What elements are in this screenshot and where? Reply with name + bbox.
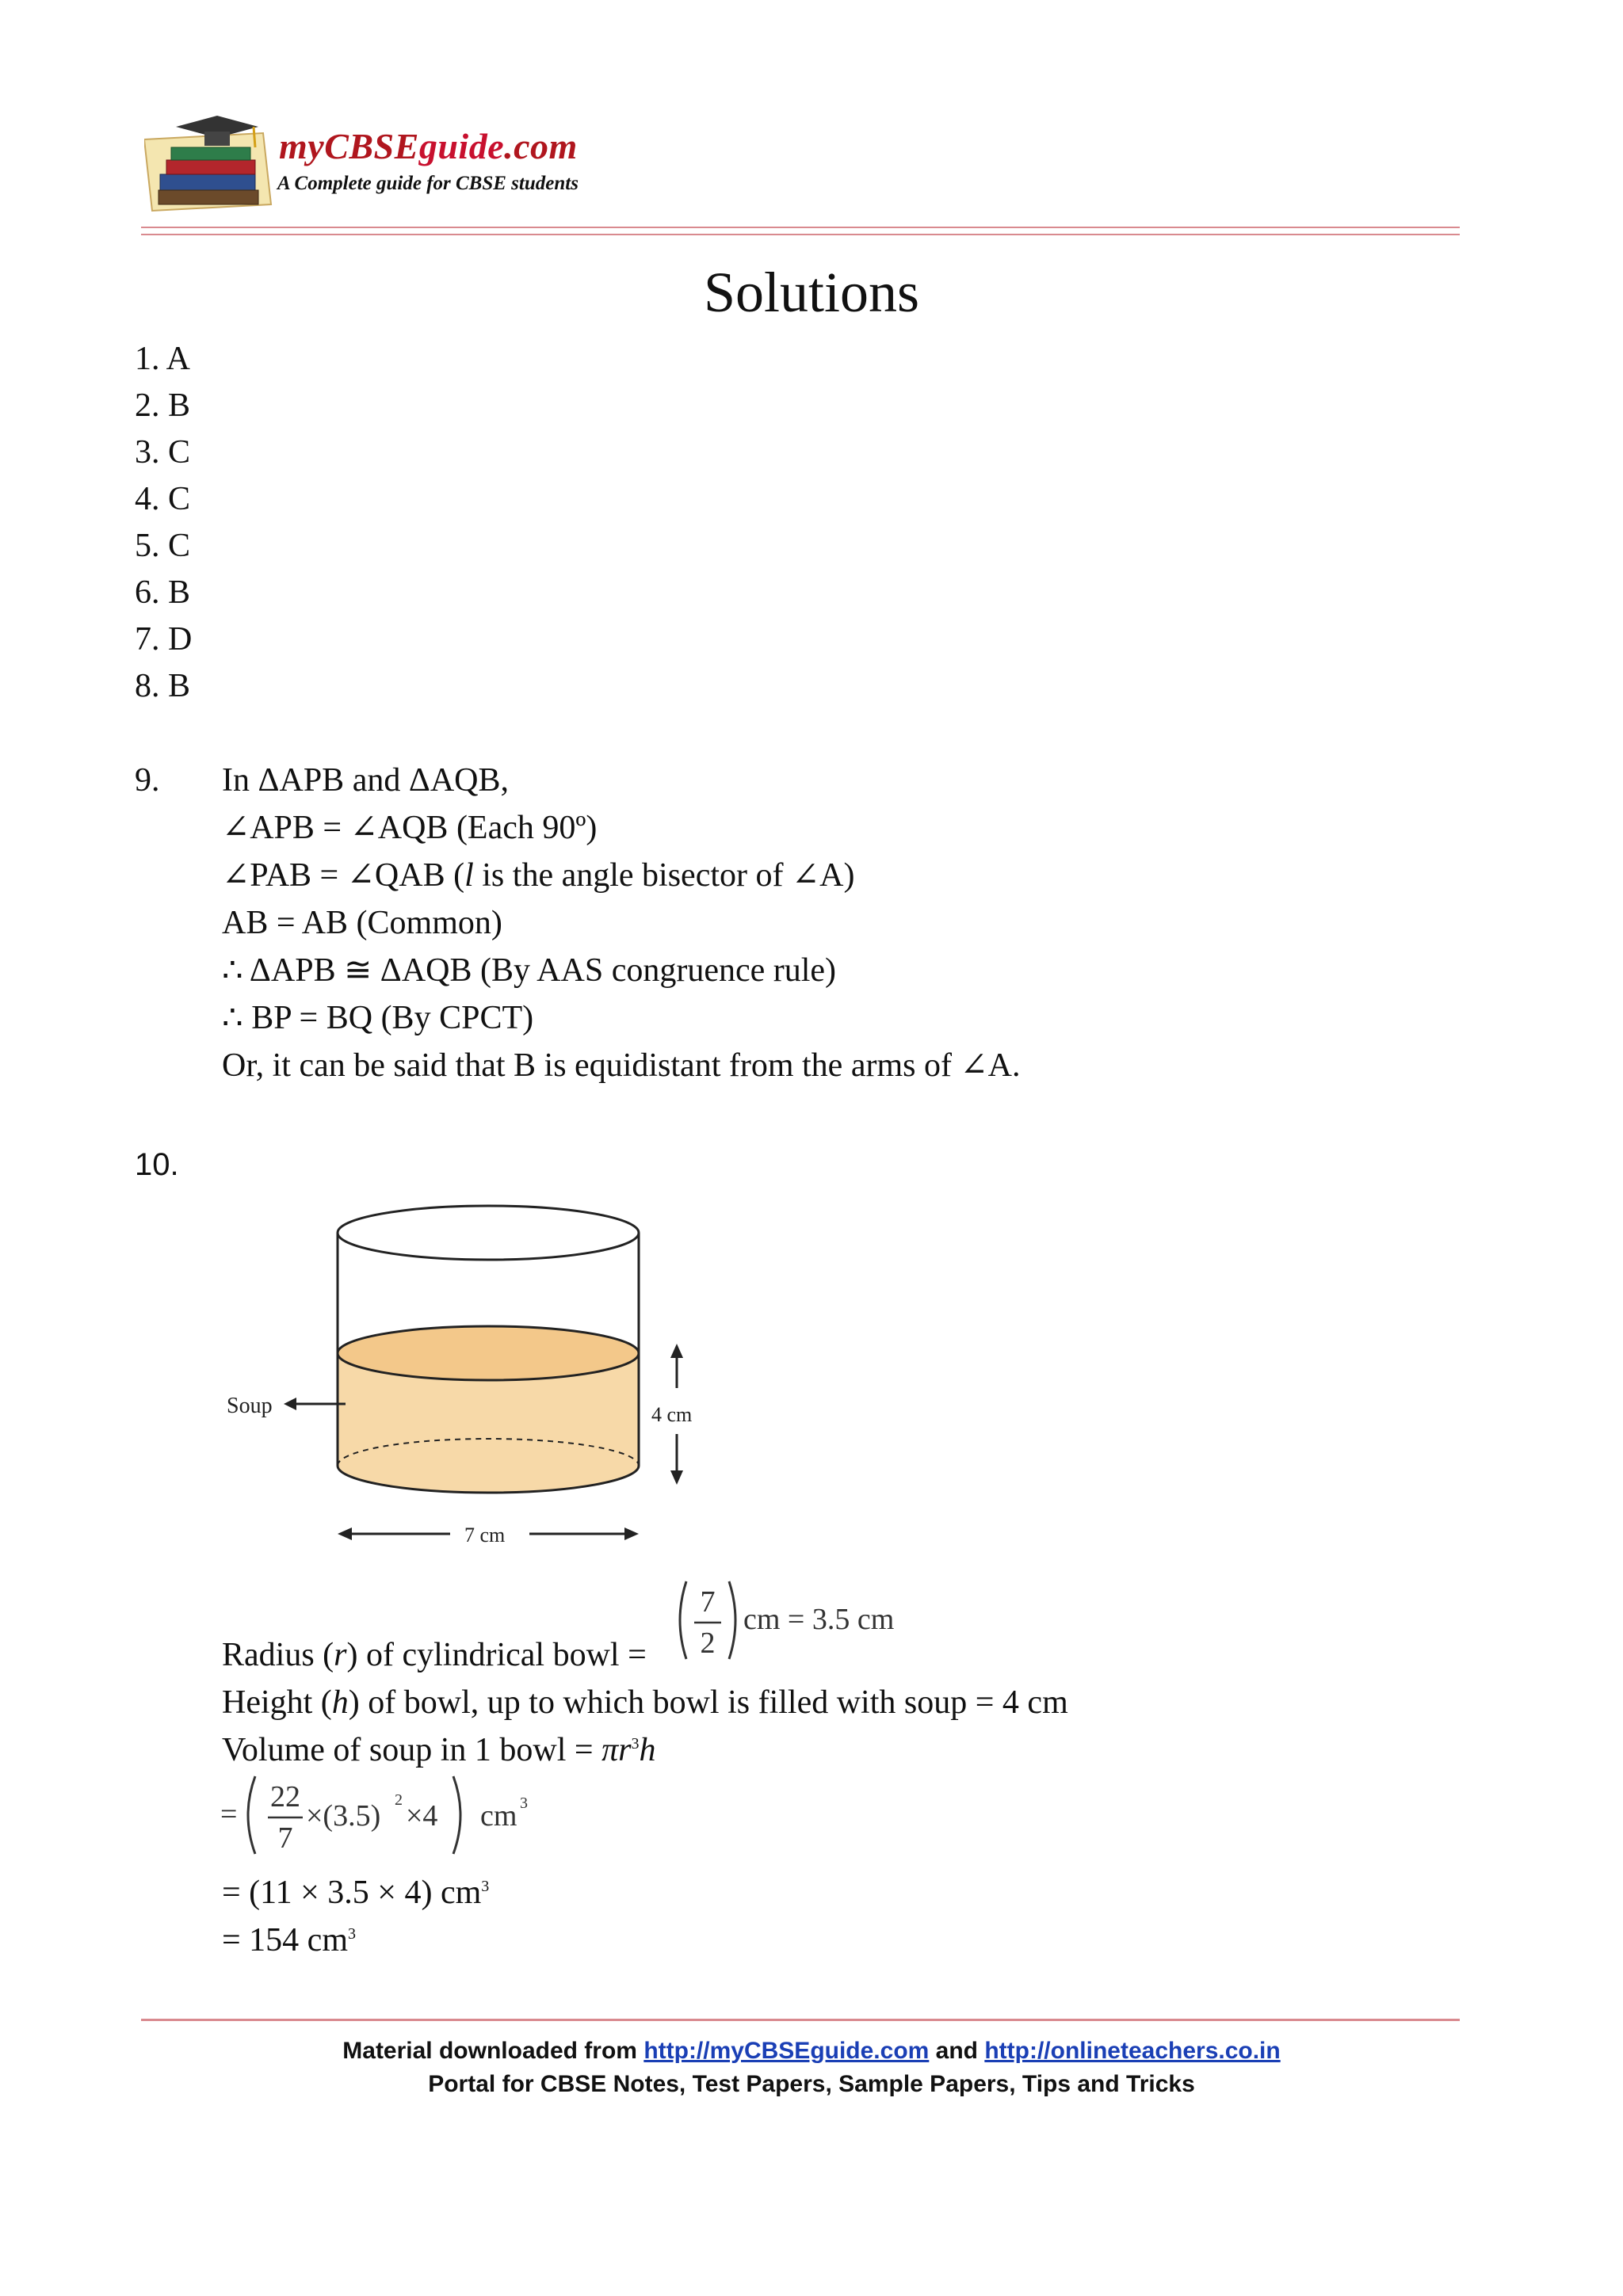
svg-text:7: 7: [700, 1585, 716, 1619]
question-number: 10.: [135, 1147, 179, 1182]
answer-item: 1. A: [135, 341, 191, 377]
proof-line: AB = AB (Common): [222, 905, 502, 941]
proof-line: ∠APB = ∠AQB (Each 90º): [222, 810, 598, 846]
calculation-step: = (11 × 3.5 × 4) $cm^3$: [222, 1875, 490, 1911]
volume-calculation-formula: [219, 1772, 552, 1859]
footer-source-line: Material downloaded from http://myCBSEguide.com and http://onlineteachers.co.in: [342, 2038, 1281, 2064]
diameter-label: 7 cm: [464, 1524, 506, 1547]
proof-line: In ΔAPB and ΔAQB,: [222, 762, 510, 799]
question-number: 9.: [135, 762, 160, 799]
proof-line: ∴ ΔAPB ≅ ΔAQB (By AAS congruence rule): [222, 952, 837, 989]
brand-name: myCBSEguide.com: [279, 126, 578, 166]
calculation-result: = 154 $cm^3$: [222, 1922, 356, 1958]
header-divider: [141, 227, 1460, 235]
proof-line: ∠PAB = ∠QAB (l is the angle bisector of ∠A): [222, 857, 855, 894]
footer-divider: [141, 2019, 1460, 2021]
soup-label: Soup: [227, 1394, 273, 1418]
radius-statement: Radius (r) of cylindrical bowl =: [222, 1637, 647, 1673]
cylinder-bowl-diagram: [214, 1188, 721, 1569]
svg-text:=: =: [220, 1798, 238, 1831]
svg-text:2: 2: [395, 1791, 403, 1809]
svg-text:3: 3: [520, 1794, 528, 1812]
svg-text:cm = 3.5 cm: cm = 3.5 cm: [743, 1603, 895, 1636]
answer-item: 4. C: [135, 481, 191, 517]
onlineteachers-link[interactable]: http://onlineteachers.co.in: [984, 2038, 1281, 2064]
svg-text:7: 7: [277, 1821, 293, 1855]
answer-item: 5. C: [135, 528, 191, 564]
answer-item: 7. D: [135, 621, 193, 658]
svg-text:cm: cm: [480, 1799, 517, 1833]
answer-item: 2. B: [135, 387, 191, 424]
svg-text:×4: ×4: [406, 1799, 438, 1833]
radius-fraction-formula: [672, 1577, 926, 1664]
answer-item: 8. B: [135, 668, 191, 704]
height-label: 4 cm: [651, 1403, 693, 1426]
svg-text:×(3.5): ×(3.5): [306, 1799, 381, 1833]
svg-text:2: 2: [700, 1627, 716, 1660]
svg-text:22: 22: [270, 1780, 300, 1814]
proof-line: Or, it can be said that B is equidistant from the arms of ∠A.: [222, 1047, 1021, 1084]
proof-line: ∴ BP = BQ (By CPCT): [222, 1000, 534, 1036]
volume-statement: Volume of soup in 1 bowl = $\pi r^3h$: [222, 1732, 656, 1768]
page-title: Solutions: [703, 261, 920, 324]
answer-item: 6. B: [135, 574, 191, 611]
answer-item: 3. C: [135, 434, 191, 471]
height-statement: Height (h) of bowl, up to which bowl is filled with soup = 4 cm: [222, 1684, 1068, 1721]
footer-portal-line: Portal for CBSE Notes, Test Papers, Sample Papers, Tips and Tricks: [428, 2071, 1195, 2097]
brand-tagline: A Complete guide for CBSE students: [277, 173, 579, 194]
mycbseguide-link[interactable]: http://myCBSEguide.com: [643, 2038, 930, 2064]
